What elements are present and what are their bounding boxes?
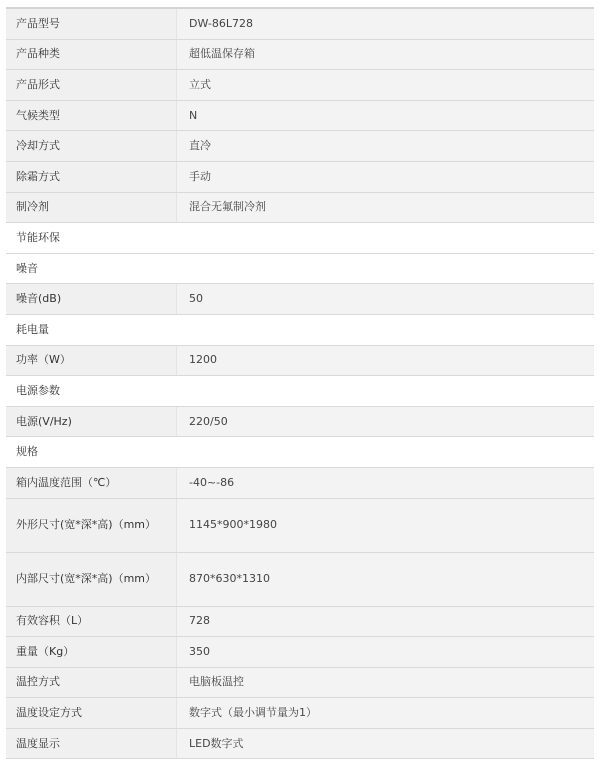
spec-value: 1200 [176,346,594,376]
spec-label: 功率（W） [6,346,176,376]
spec-row [6,284,594,315]
spec-value: 50 [176,284,594,314]
spec-label: 内部尺寸(宽*深*高)（mm） [6,553,176,606]
spec-label: 温度显示 [6,729,176,759]
spec-section-label: 规格 [6,437,594,467]
spec-value: 728 [176,607,594,637]
spec-value: 220/50 [176,407,594,437]
spec-table [6,7,594,759]
spec-section-label: 节能环保 [6,223,594,253]
spec-row [6,193,594,224]
spec-row [6,468,594,499]
spec-label: 冷却方式 [6,131,176,161]
spec-label: 有效容积（L） [6,607,176,637]
spec-label: 箱内温度范围（℃） [6,468,176,498]
spec-section-row [6,376,594,407]
spec-value: N [176,101,594,131]
spec-label: 制冷剂 [6,193,176,223]
spec-section-label: 电源参数 [6,376,594,406]
spec-value: DW-86L728 [176,9,594,39]
spec-section-row [6,437,594,468]
spec-label: 产品种类 [6,40,176,70]
spec-value: 立式 [176,70,594,100]
spec-label: 产品形式 [6,70,176,100]
spec-row [6,729,594,760]
spec-label: 外形尺寸(宽*深*高)（mm） [6,499,176,552]
spec-value: 1145*900*1980 [176,499,594,552]
spec-row [6,499,594,553]
spec-row [6,40,594,71]
spec-value: 超低温保存箱 [176,40,594,70]
spec-label: 温度设定方式 [6,698,176,728]
spec-label: 产品型号 [6,9,176,39]
spec-row [6,668,594,699]
spec-row [6,162,594,193]
spec-label: 除霜方式 [6,162,176,192]
spec-row [6,9,594,40]
spec-value: LED数字式 [176,729,594,759]
spec-label: 噪音(dB) [6,284,176,314]
spec-row [6,131,594,162]
spec-section-label: 耗电量 [6,315,594,345]
spec-value: 350 [176,637,594,667]
spec-value: 混合无氟制冷剂 [176,193,594,223]
spec-value: -40~-86 [176,468,594,498]
spec-row [6,607,594,638]
spec-label: 重量（Kg） [6,637,176,667]
spec-value: 870*630*1310 [176,553,594,606]
spec-section-row [6,223,594,254]
spec-label: 温控方式 [6,668,176,698]
spec-row [6,698,594,729]
spec-section-row [6,254,594,285]
spec-value: 手动 [176,162,594,192]
spec-row [6,346,594,377]
spec-value: 直冷 [176,131,594,161]
spec-row [6,637,594,668]
spec-section-row [6,315,594,346]
spec-value: 数字式（最小调节量为1） [176,698,594,728]
spec-value: 电脑板温控 [176,668,594,698]
spec-label: 电源(V/Hz) [6,407,176,437]
spec-row [6,70,594,101]
spec-section-label: 噪音 [6,254,594,284]
spec-row [6,101,594,132]
spec-row [6,407,594,438]
spec-label: 气候类型 [6,101,176,131]
spec-row [6,553,594,607]
